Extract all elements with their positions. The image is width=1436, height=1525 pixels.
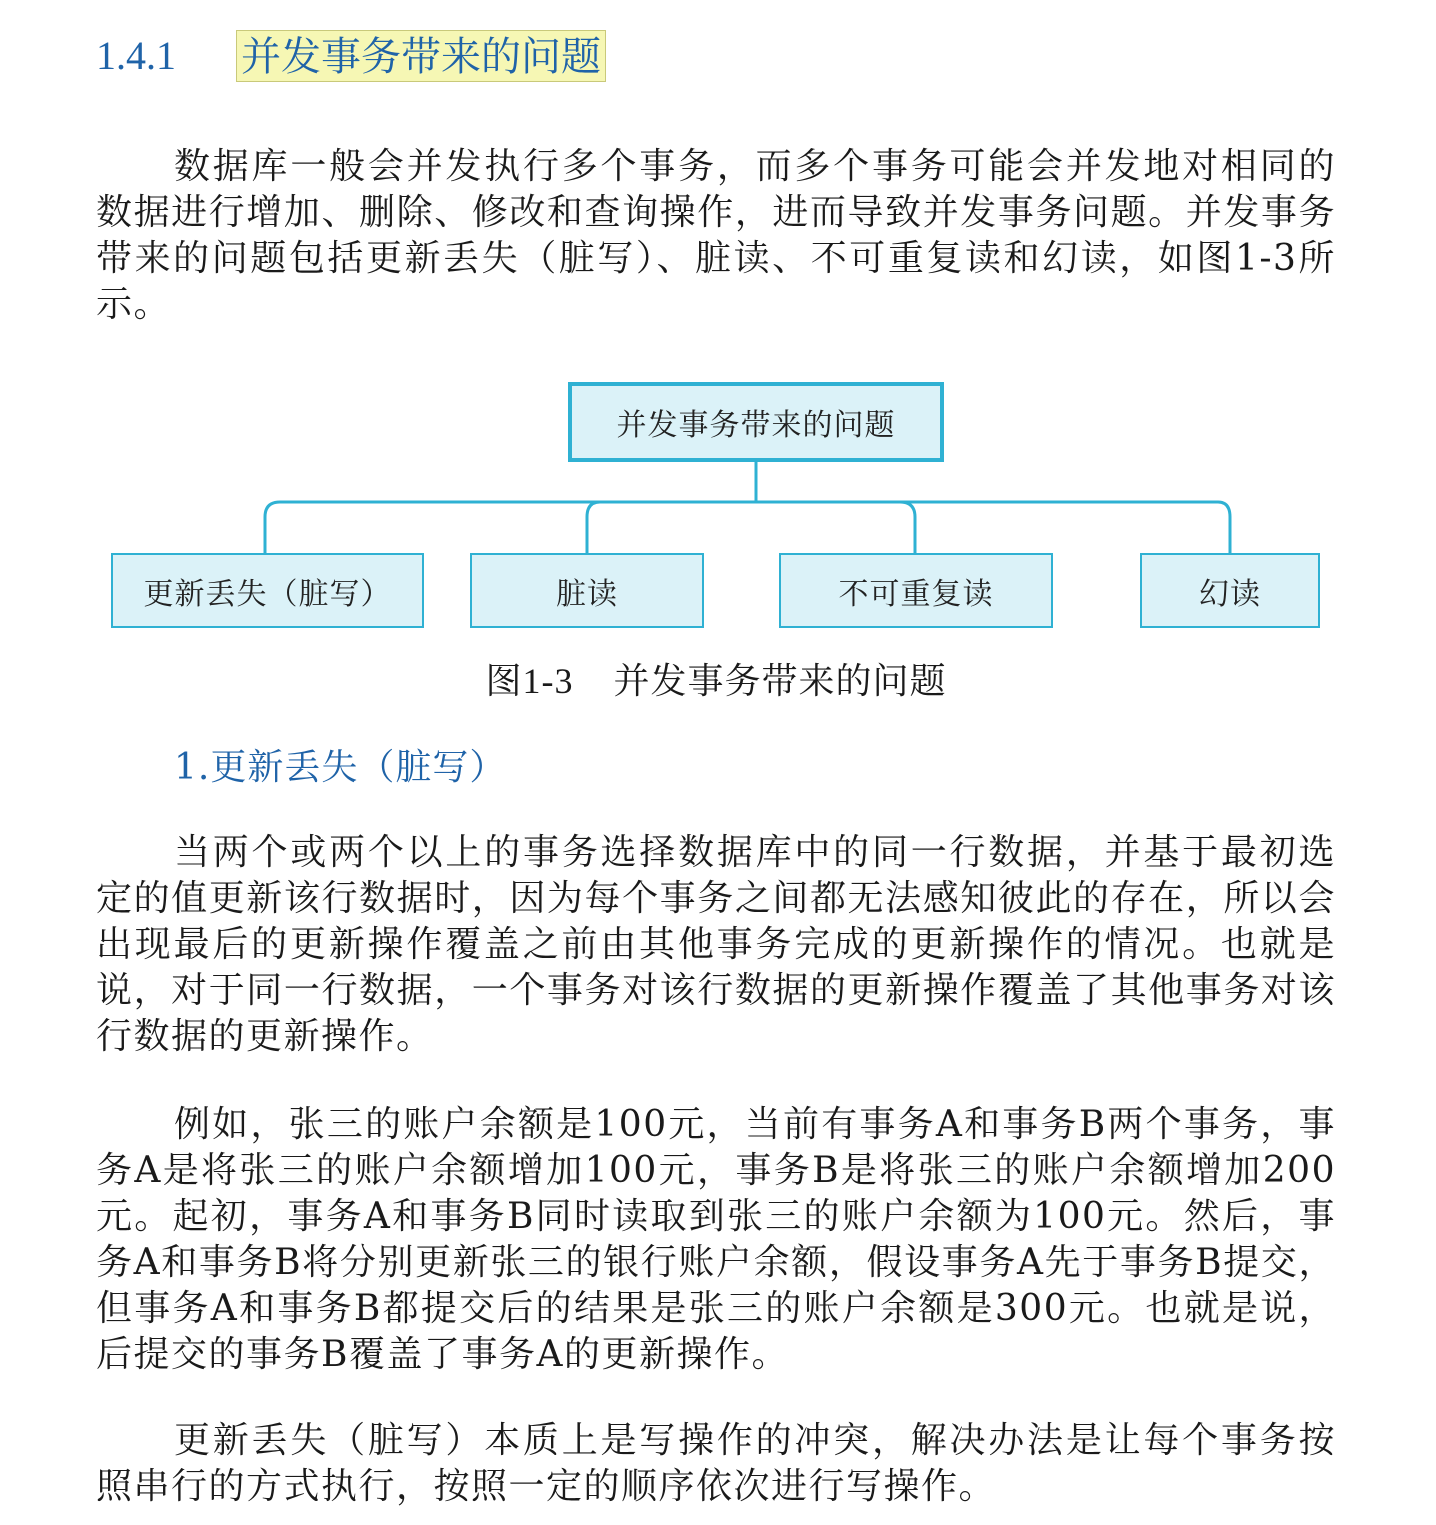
intro-paragraph: 数据库一般会并发执行多个事务，而多个事务可能会并发地对相同的数据进行增加、删除、修改和查询操作，进而导致并发事务问题。并发事务带来的问题包括更新丢失（脏写）、脏读、不可重复读和幻读，如图1-3所示。 bbox=[96, 146, 1336, 325]
diagram-node-dirty-read: 脏读 bbox=[470, 553, 704, 628]
figure-caption-number: 图1-3 bbox=[485, 661, 574, 701]
connector-right-curve bbox=[1218, 502, 1230, 553]
example-paragraph: 例如，张三的账户余额是100元，当前有事务A和事务B两个事务，事务A是将张三的账户余额增加100元，事务B是将张三的账户余额增加200元。起初，事务A和事务B同时读取到张三的账户余额为100元。然后，事务A和事务B将分别更新张三的银行账户余额，假设事务A先于事务B提交，但事务A和事务B都提交后的结果是张三的账户余额是300元。也就是说，后提交的事务B覆盖了事务A的更新操作。 bbox=[96, 1104, 1336, 1375]
diagram-node-phantom-read: 幻读 bbox=[1140, 553, 1320, 628]
figure-caption-title: 并发事务带来的问题 bbox=[613, 661, 947, 702]
section-heading bbox=[96, 26, 606, 86]
figure-caption bbox=[96, 658, 1336, 705]
lost-update-definition-paragraph: 当两个或两个以上的事务选择数据库中的同一行数据，并基于最初选定的值更新该行数据时，因为每个事务之间都无法感知彼此的存在，所以会出现最后的更新操作覆盖之前由其他事务完成的更新操作的情况。也就是说，对于同一行数据，一个事务对该行数据的更新操作覆盖了其他事务对该行数据的更新操作。 bbox=[96, 832, 1336, 1057]
concurrency-problems-diagram bbox=[0, 370, 1436, 640]
section-title-highlighted: 并发事务带来的问题 bbox=[236, 30, 606, 82]
diagram-node-non-repeatable-read: 不可重复读 bbox=[779, 553, 1053, 628]
diagram-root-node: 并发事务带来的问题 bbox=[568, 382, 944, 462]
section-number: 1.4.1 bbox=[96, 33, 176, 78]
connector-c2 bbox=[587, 502, 600, 553]
solution-paragraph: 更新丢失（脏写）本质上是写操作的冲突，解决办法是让每个事务按照串行的方式执行，按照一定的顺序依次进行写操作。 bbox=[96, 1420, 1336, 1507]
subsection-heading: 1.更新丢失（脏写） bbox=[174, 747, 507, 788]
connector-left-curve bbox=[265, 502, 280, 553]
connector-c3 bbox=[900, 502, 915, 553]
diagram-node-lost-update: 更新丢失（脏写） bbox=[111, 553, 424, 628]
